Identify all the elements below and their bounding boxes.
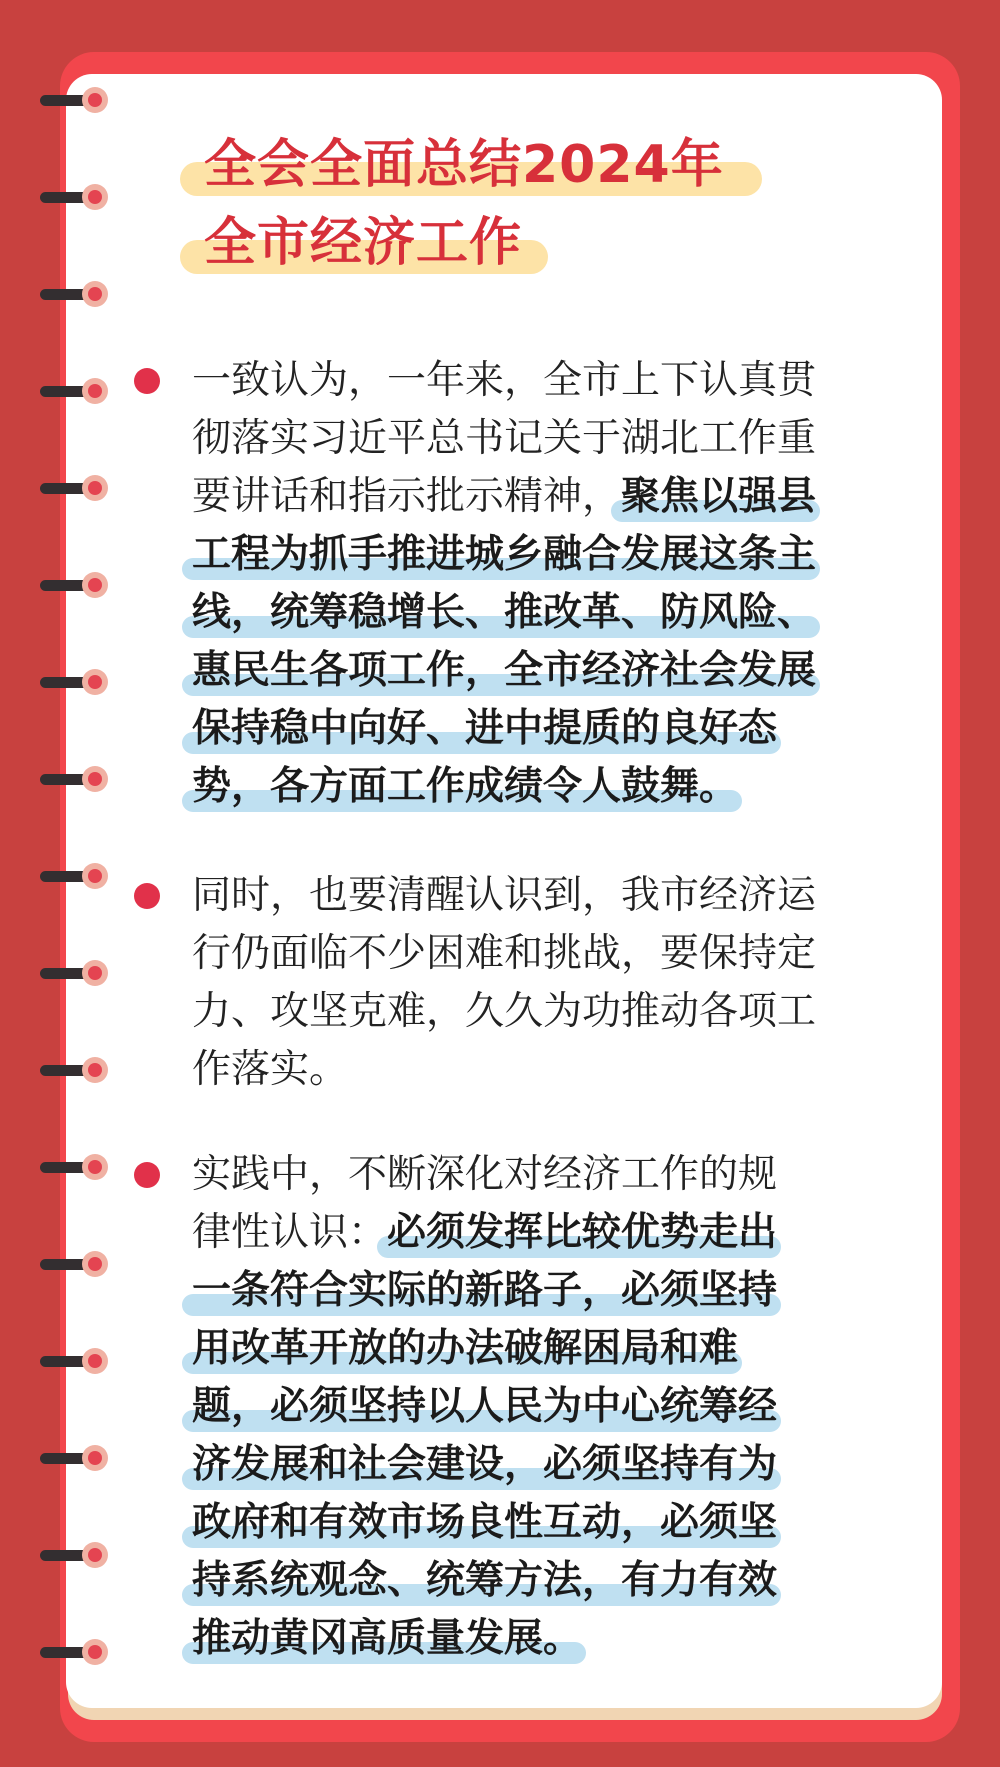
spiral-ring <box>40 1057 108 1083</box>
emphasis-text: 政府和有效市场良性互动，必须坚 <box>192 1500 778 1545</box>
emphasis-text: 一条符合实际的新路子，必须坚持 <box>192 1268 778 1313</box>
emphasis-text: 必须发挥比较优势走出 <box>387 1210 778 1255</box>
paragraph-3-line <box>192 1610 892 1668</box>
spiral-ring <box>40 1639 108 1665</box>
spiral-ring-hole <box>82 766 108 792</box>
emphasis-text: 工程为抓手推进城乡融合发展这条主 <box>192 532 817 577</box>
spiral-ring-hole <box>82 1348 108 1374</box>
spiral-ring-hole <box>82 669 108 695</box>
paragraph-text: 行仍面临不少困难和挑战，要保持定 <box>192 931 817 976</box>
paragraph-3-line <box>192 1436 892 1494</box>
spiral-ring <box>40 1348 108 1374</box>
spiral-ring-hole <box>82 863 108 889</box>
paragraph-3-line <box>192 1320 892 1378</box>
paragraph-1-line <box>192 584 892 642</box>
paragraph-2-line <box>192 867 892 925</box>
paragraph-text: 作落实。 <box>192 1047 349 1092</box>
emphasis-text: 题，必须坚持以人民为中心统筹经 <box>192 1384 778 1429</box>
title-text-1: 全会全面总结2024年 <box>204 135 724 195</box>
spiral-ring <box>40 475 108 501</box>
spiral-ring <box>40 1154 108 1180</box>
spiral-ring-hole <box>82 281 108 307</box>
spiral-ring <box>40 378 108 404</box>
bullet-dot <box>134 883 160 909</box>
spiral-ring <box>40 766 108 792</box>
spiral-ring <box>40 669 108 695</box>
paragraph-1-line <box>192 700 892 758</box>
paragraph-text: 要讲话和指示批示精神， <box>192 474 622 519</box>
spiral-ring <box>40 1542 108 1568</box>
spiral-ring-hole <box>82 1542 108 1568</box>
paragraph-1-line <box>192 410 892 468</box>
paragraph-1-line <box>192 468 892 526</box>
emphasis-text: 保持稳中向好、进中提质的良好态 <box>192 706 778 751</box>
spiral-ring <box>40 87 108 113</box>
emphasis-text: 推动黄冈高质量发展。 <box>192 1616 583 1661</box>
emphasis-text: 持系统观念、统筹方法，有力有效 <box>192 1558 778 1603</box>
paragraph-2-line <box>192 983 892 1041</box>
spiral-ring-hole <box>82 378 108 404</box>
emphasis-text: 济发展和社会建设，必须坚持有为 <box>192 1442 778 1487</box>
paragraph-2-line <box>192 925 892 983</box>
spiral-ring-hole <box>82 475 108 501</box>
paragraph-1-line <box>192 526 892 584</box>
paragraph-text: 一致认为，一年来，全市上下认真贯 <box>192 358 817 403</box>
paragraph-1-line <box>192 352 892 410</box>
paragraph-text: 力、攻坚克难，久久为功推动各项工 <box>192 989 817 1034</box>
paragraph-1-line <box>192 758 892 816</box>
spiral-ring-hole <box>82 1251 108 1277</box>
title-line-1 <box>180 126 724 204</box>
paragraph-2-line <box>192 1041 892 1099</box>
paragraph-text: 同时，也要清醒认识到，我市经济运 <box>192 873 817 918</box>
spiral-ring-hole <box>82 184 108 210</box>
spiral-ring <box>40 1251 108 1277</box>
title-line-2 <box>180 204 522 282</box>
paragraph-text: 彻落实习近平总书记关于湖北工作重 <box>192 416 817 461</box>
spiral-ring <box>40 863 108 889</box>
title-text-2: 全市经济工作 <box>204 213 523 273</box>
spiral-ring <box>40 960 108 986</box>
paragraph-3-line <box>192 1146 892 1204</box>
paragraph-3-line <box>192 1262 892 1320</box>
bullet-dot <box>134 368 160 394</box>
spiral-ring-hole <box>82 1057 108 1083</box>
spiral-ring-hole <box>82 1445 108 1471</box>
spiral-ring <box>40 572 108 598</box>
paragraph-3-line <box>192 1378 892 1436</box>
paragraph-text: 律性认识： <box>192 1210 388 1255</box>
spiral-ring-hole <box>82 960 108 986</box>
emphasis-text: 线，统筹稳增长、推改革、防风险、 <box>192 590 817 635</box>
emphasis-text: 惠民生各项工作，全市经济社会发展 <box>192 648 817 693</box>
emphasis-text: 聚焦以强县 <box>621 474 817 519</box>
spiral-ring-hole <box>82 1639 108 1665</box>
paragraph-3-line <box>192 1494 892 1552</box>
spiral-ring <box>40 281 108 307</box>
spiral-ring <box>40 1445 108 1471</box>
emphasis-text: 势，各方面工作成绩令人鼓舞。 <box>192 764 739 809</box>
paragraph-3-line <box>192 1552 892 1610</box>
paragraph-3-line <box>192 1204 892 1262</box>
bullet-dot <box>134 1162 160 1188</box>
spiral-ring-hole <box>82 1154 108 1180</box>
spiral-ring-hole <box>82 572 108 598</box>
spiral-ring <box>40 184 108 210</box>
paragraph-text: 实践中，不断深化对经济工作的规 <box>192 1152 778 1197</box>
emphasis-text: 用改革开放的办法破解困局和难 <box>192 1326 739 1371</box>
paragraph-1-line <box>192 642 892 700</box>
spiral-ring-hole <box>82 87 108 113</box>
